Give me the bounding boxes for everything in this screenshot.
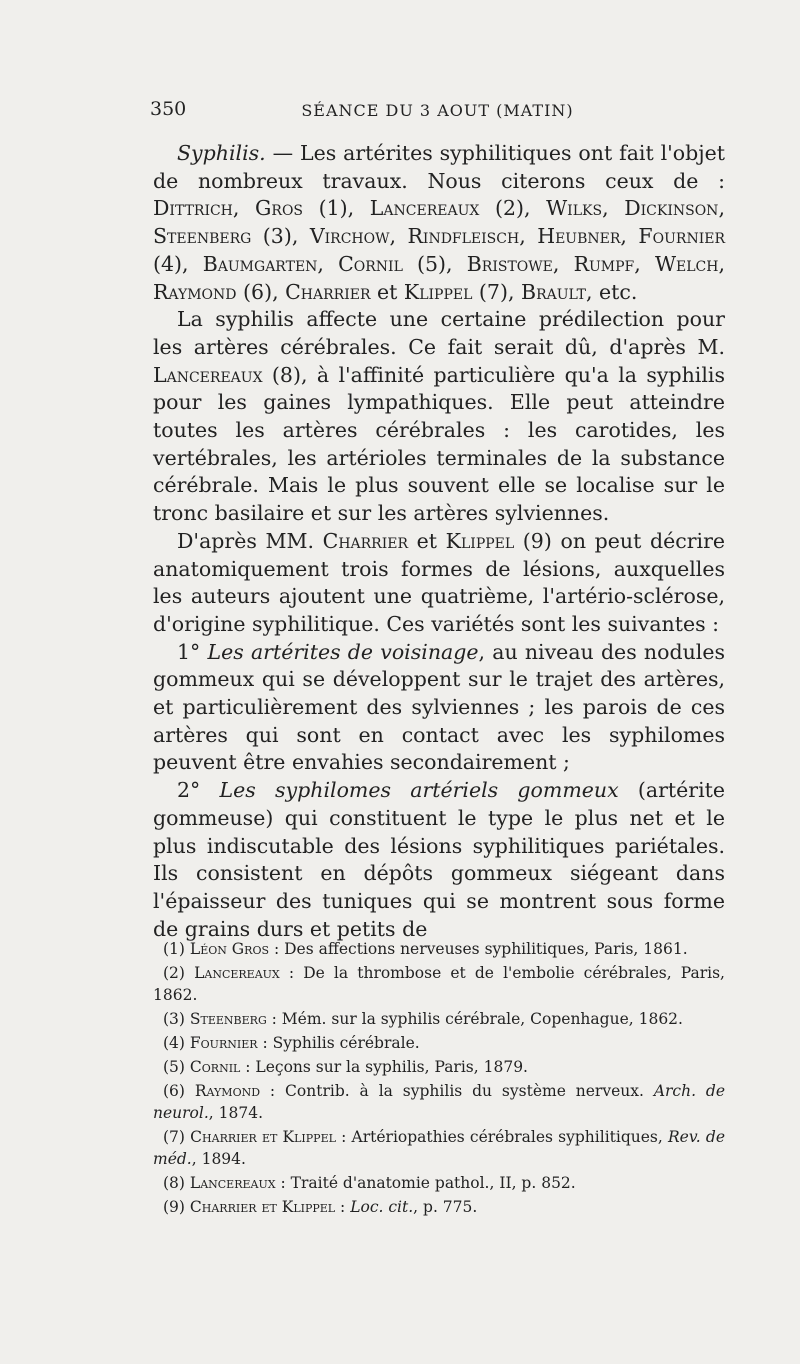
paragraph-forms: D'après MM. Charrier et Klippel (9) on peut décrire anatomiquement trois formes de lésions, auxquelles les auteurs ajoutent une quatrième, l'artério-sclérose, d'origine syphilitique. Ces variétés sont les suivantes :	[153, 528, 726, 636]
page-number: 350	[150, 98, 187, 120]
main-text	[153, 140, 725, 943]
footnote: (3) Steenberg : Mém. sur la syphilis cérébrale, Copenhague, 1862.	[163, 1010, 683, 1028]
footnote: (6) Raymond : Contrib. à la syphilis du système nerveux. Arch. de neurol., 1874.	[153, 1082, 725, 1122]
footnote: (8) Lancereaux : Traité d'anatomie pathol., II, p. 852.	[163, 1174, 576, 1192]
footnote: (1) Léon Gros : Des affections nerveuses syphilitiques, Paris, 1861.	[163, 940, 688, 958]
footnotes	[153, 938, 725, 1220]
paragraph-item-1: 1° Les artérites de voisinage, au niveau des nodules gommeux qui se développent sur le trajet des artères, et particulièrement des sylviennes ; les parois de ces artères qui sont en contact avec les syphilomes peuvent être envahies secondairement ;	[153, 639, 725, 775]
footnote: (7) Charrier et Klippel : Artériopathies cérébrales syphilitiques, Rev. de méd., 1894.	[153, 1128, 725, 1168]
paragraph-item-2: 2° Les syphilomes artériels gommeux (artérite gommeuse) qui constituent le type le plus net et le plus indiscutable des lésions syphilitiques pariétales. Ils consistent en dépôts gommeux siégeant dans l'épaisseur des tuniques qui se montrent sous forme de grains durs et petits de	[153, 778, 726, 941]
page-header	[150, 98, 725, 128]
section-title: Syphilis.	[177, 141, 266, 165]
paragraph-syphilis: Syphilis. — Les artérites syphilitiques ont fait l'objet de nombreux travaux. Nous citerons ceux de : Dittrich, Gros (1), Lancereaux (2), Wilks, Dickinson, Steenberg (3), Virchow, Rindfleisch, Heubner, Fournier (4), Baumgarten, Cornil (5), Bristowe, Rumpf, Welch, Raymond (6), Charrier et Klippel (7), Brault, etc.	[153, 141, 725, 304]
running-title: SÉANCE DU 3 AOUT (MATIN)	[301, 101, 574, 120]
footnote: (2) Lancereaux : De la thrombose et de l'embolie cérébrales, Paris, 1862.	[153, 964, 725, 1004]
footnote: (9) Charrier et Klippel : Loc. cit., p. 775.	[163, 1198, 478, 1216]
footnote: (4) Fournier : Syphilis cérébrale.	[163, 1034, 420, 1052]
footnote: (5) Cornil : Leçons sur la syphilis, Paris, 1879.	[163, 1058, 528, 1076]
paragraph-predilection: La syphilis affecte une certaine prédilection pour les artères cérébrales. Ce fait serait dû, d'après M. Lancereaux (8), à l'affinité particulière qu'a la syphilis pour les gaines lympathiques. Elle peut atteindre toutes les artères cérébrales : les carotides, les vertébrales, les artérioles terminales de la substance cérébrale. Mais le plus souvent elle se localise sur le tronc basilaire et sur les artères sylviennes.	[153, 307, 725, 526]
